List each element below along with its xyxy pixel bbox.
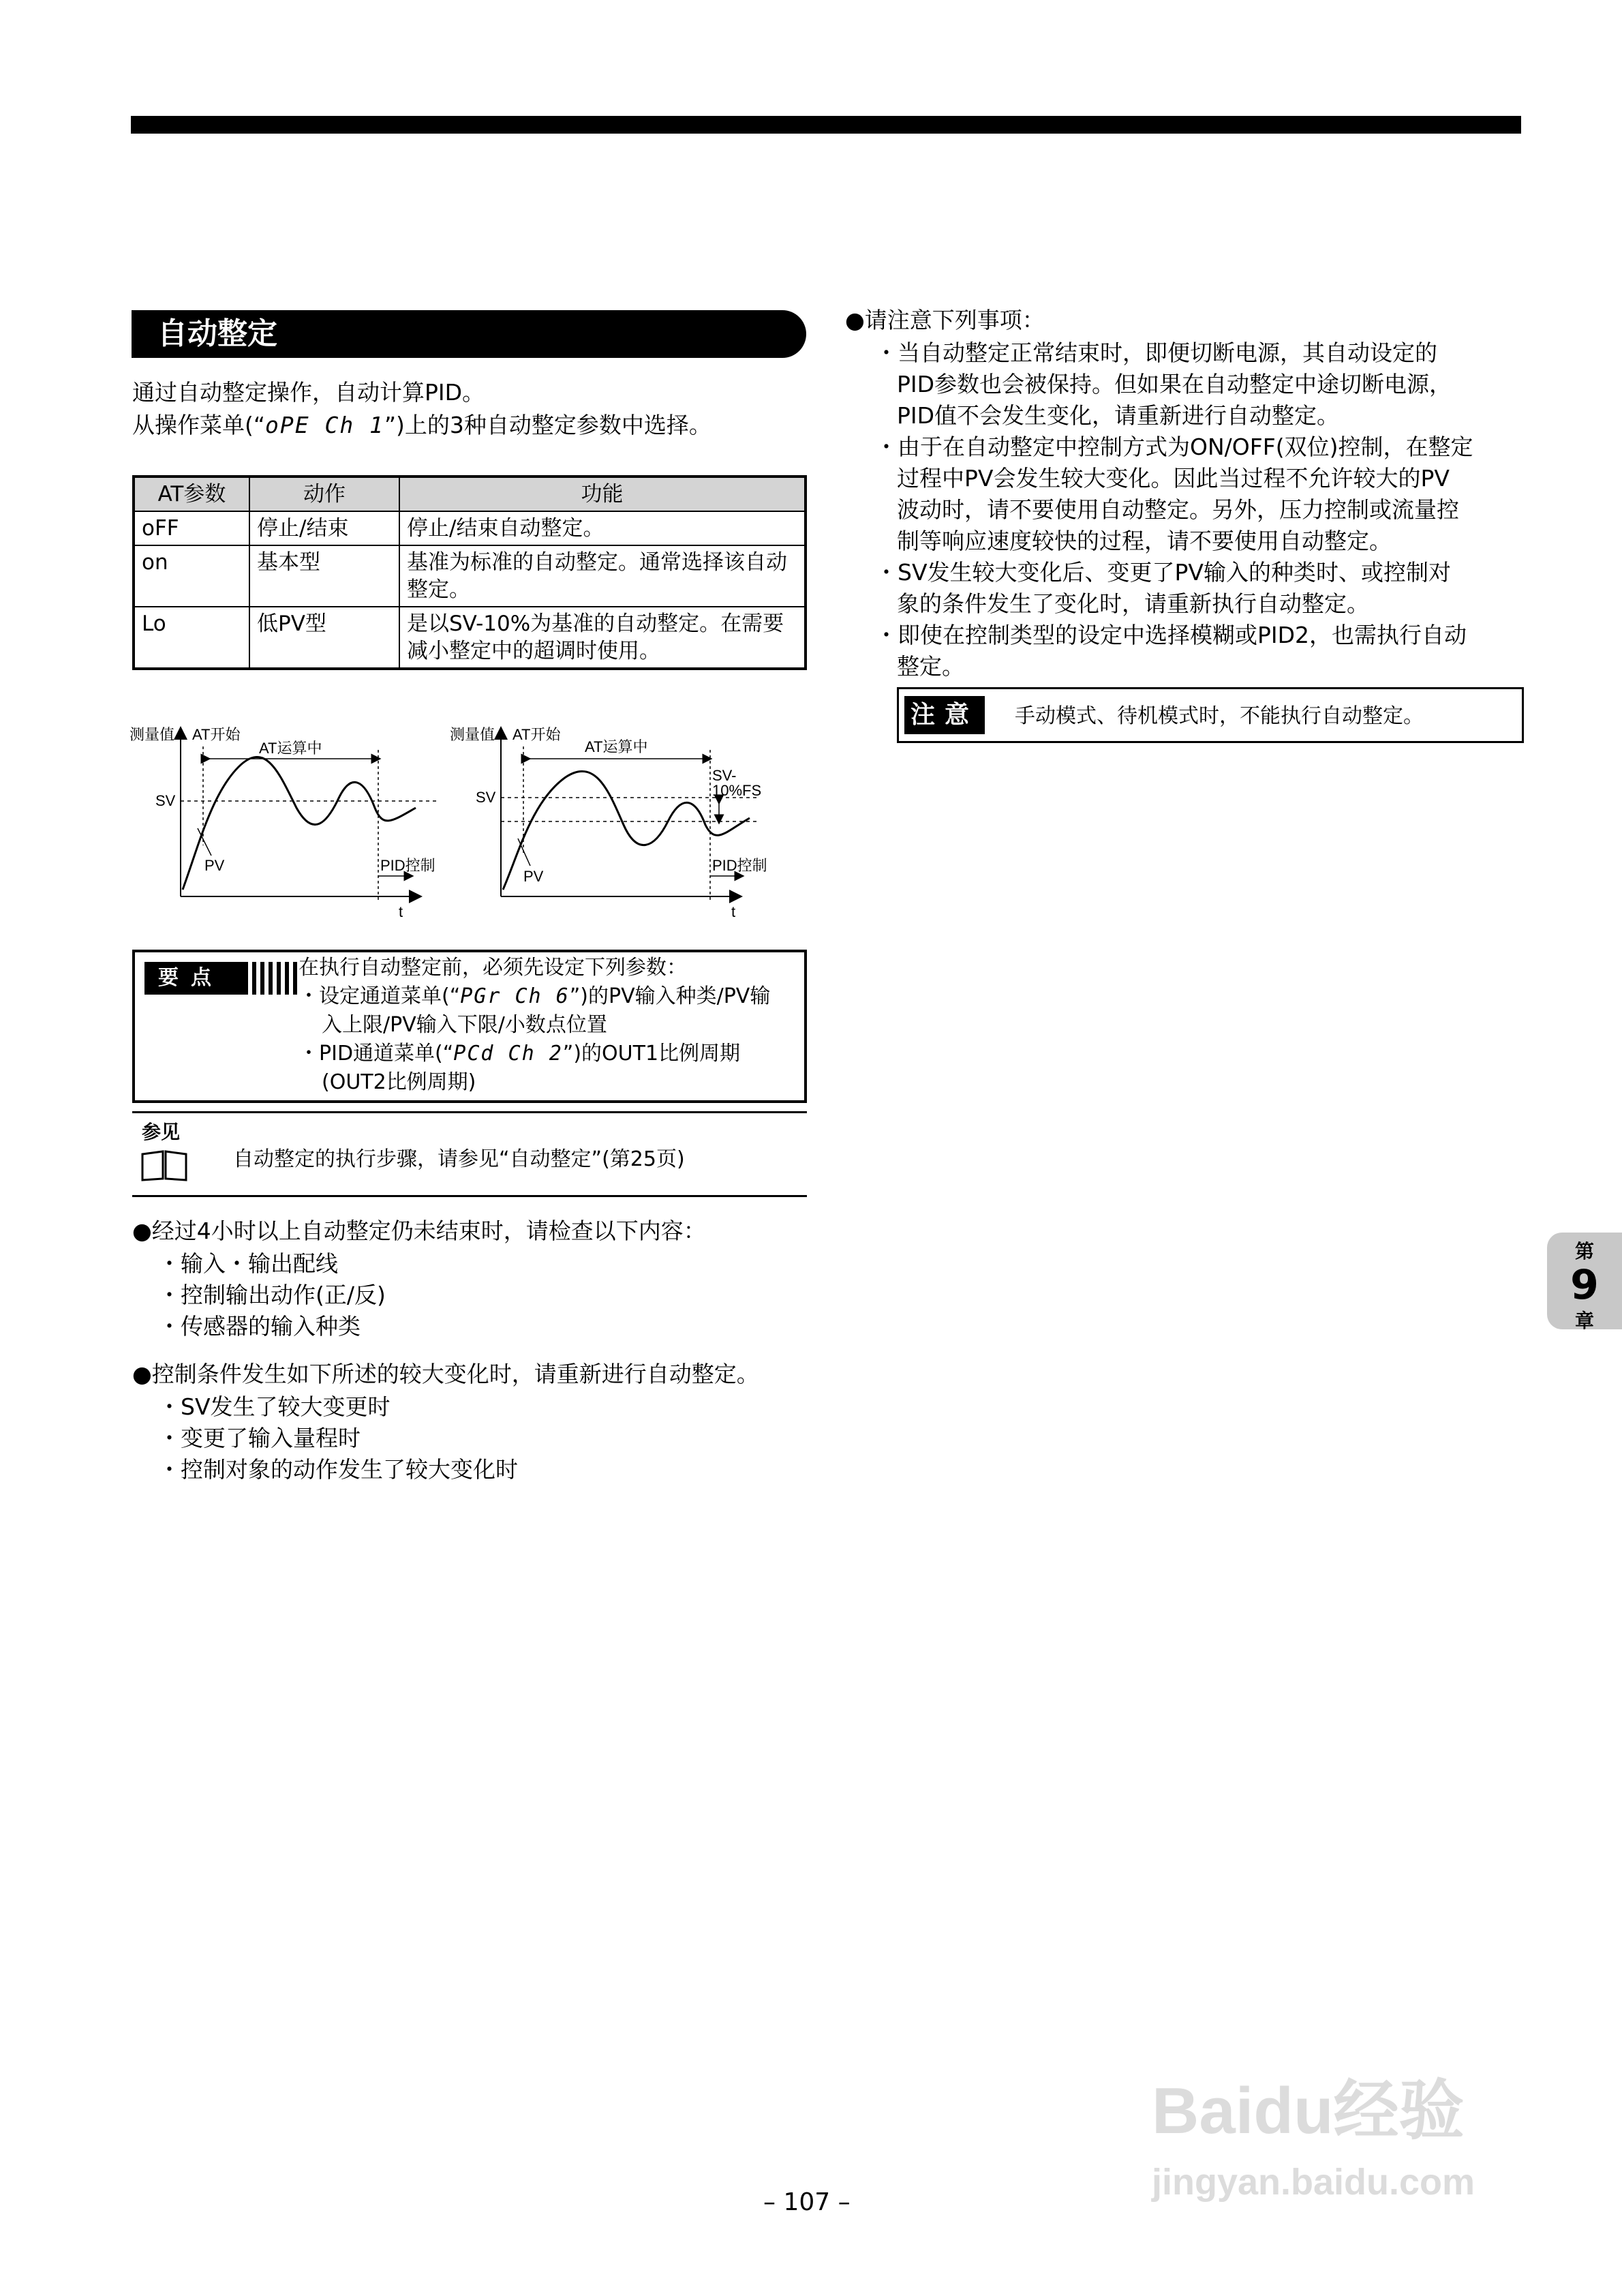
- caution-text: 手动模式、待机模式时，不能执行自动整定。: [1015, 704, 1424, 728]
- cell-function: 基准为标准的自动整定。通常选择该自动整定。: [399, 545, 806, 607]
- key-points-intro: 在执行自动整定前，必须先设定下列参数：: [299, 956, 687, 980]
- header-action: 动作: [249, 477, 399, 511]
- check-item-1: ・输入・输出配线: [158, 1250, 338, 1277]
- redo-item-2: ・变更了输入量程时: [158, 1425, 361, 1451]
- notes-line-4: ・由于在自动整定中控制方式为ON/OFF(双位)控制，在整定: [875, 434, 1473, 460]
- cell-function: 是以SV-10%为基准的自动整定。在需要减小整定中的超调时使用。: [399, 607, 806, 669]
- reference-text: 自动整定的执行步骤，请参见“自动整定”(第25页): [233, 1147, 685, 1171]
- pid-label: PID控制: [380, 857, 435, 874]
- autotune-diagram-basic: [129, 719, 450, 924]
- notes-line-9: 象的条件发生了变化时，请重新执行自动整定。: [897, 590, 1369, 617]
- key-points-item-1-cont: 入上限/PV输入下限/小数点位置: [322, 1013, 607, 1037]
- key-points-box: [132, 950, 807, 1103]
- sv-label: SV: [476, 789, 496, 806]
- chapter-tab: [1547, 1233, 1622, 1332]
- cell-action: 基本型: [249, 545, 399, 607]
- chapter-number: 9: [1570, 1261, 1599, 1309]
- notes-line-10: ・即使在控制类型的设定中选择模糊或PID2，也需执行自动: [875, 622, 1467, 648]
- check-title: ●经过4小时以上自动整定仍未结束时，请检查以下内容：: [132, 1218, 706, 1244]
- table-row: [134, 511, 806, 545]
- check-item-3: ・传感器的输入种类: [158, 1313, 361, 1340]
- at-start-label: AT开始: [192, 726, 241, 743]
- reference-box: [132, 1111, 807, 1197]
- notes-line-2: PID参数也会被保持。但如果在自动整定中途切断电源，: [897, 371, 1452, 397]
- menu-code-pgr: PGr Ch 6: [460, 984, 570, 1008]
- cell-param: oFF: [134, 511, 249, 545]
- page-number: – 107 –: [763, 2188, 851, 2216]
- key-points-text: [299, 954, 770, 1097]
- cell-function: 停止/结束自动整定。: [399, 511, 806, 545]
- pv-label: PV: [523, 868, 544, 885]
- y-axis-label: 测量值: [450, 726, 495, 743]
- notes-line-3: PID值不会发生变化，请重新进行自动整定。: [897, 402, 1340, 429]
- pv-label: PV: [204, 857, 225, 874]
- item-1-post: ”)的PV输入种类/PV输: [569, 984, 771, 1008]
- y-axis-label: 测量值: [129, 726, 175, 743]
- top-rule: [131, 116, 1521, 134]
- menu-code-ope: oPE Ch 1: [264, 412, 384, 438]
- t-label: t: [731, 903, 736, 920]
- at-start-label: AT开始: [512, 726, 561, 743]
- header-at-param: AT参数: [134, 477, 249, 511]
- cell-action: 停止/结束: [249, 511, 399, 545]
- reference-label: 参见: [142, 1121, 181, 1143]
- section-title: 自动整定: [132, 310, 806, 358]
- offset-label-line2: 10%FS: [712, 782, 762, 799]
- intro-line-1: 通过自动整定操作，自动计算PID。: [132, 379, 485, 406]
- pv-pointer: [518, 839, 530, 866]
- item-2-post: ”)的OUT1比例周期: [562, 1042, 741, 1066]
- check-item-2: ・控制输出动作(正/反): [158, 1282, 386, 1308]
- item-2-pre: ・PID通道菜单(“: [299, 1042, 454, 1066]
- notes-line-11: 整定。: [897, 653, 964, 680]
- table-header-row: [134, 477, 806, 511]
- key-points-label: 要点: [144, 962, 266, 995]
- sv-label: SV: [155, 792, 176, 809]
- notes-line-7: 制等响应速度较快的过程，请不要使用自动整定。: [897, 528, 1392, 554]
- key-points-item-1: [299, 982, 770, 1011]
- redo-item-1: ・SV发生了较大变更时: [158, 1393, 391, 1420]
- notes-line-6: 波动时，请不要使用自动整定。另外，压力控制或流量控: [897, 496, 1459, 523]
- cell-action: 低PV型: [249, 607, 399, 669]
- cell-param: on: [134, 545, 249, 607]
- caution-label: 注意: [904, 696, 985, 734]
- menu-code-pcd: PCd Ch 2: [453, 1042, 563, 1066]
- at-running-label: AT运算中: [585, 738, 648, 755]
- item-1-pre: ・设定通道菜单(“: [299, 984, 461, 1008]
- redo-item-3: ・控制对象的动作发生了较大变化时: [158, 1456, 518, 1483]
- notes-title: ●请注意下列事项：: [845, 307, 1045, 333]
- chapter-top: 第: [1574, 1240, 1594, 1263]
- autotune-diagram-low-pv: [450, 719, 791, 924]
- intro-line-2: [132, 409, 711, 442]
- notes-line-5: 过程中PV会发生较大变化。因此当过程不允许较大的PV: [897, 465, 1450, 492]
- notes-line-1: ・当自动整定正常结束时，即便切断电源，其自动设定的: [875, 339, 1437, 366]
- intro-line-2-post: ”)上的3种自动整定参数中选择。: [384, 412, 711, 438]
- key-points-item-2: [299, 1040, 770, 1068]
- table-row: [134, 607, 806, 669]
- at-parameter-table: [132, 475, 807, 670]
- book-icon: [140, 1149, 188, 1181]
- cell-param: Lo: [134, 607, 249, 669]
- table-row: [134, 545, 806, 607]
- watermark-logo: Baidu经验: [1152, 2074, 1465, 2147]
- key-points-item-2-cont: (OUT2比例周期): [322, 1070, 476, 1094]
- key-points-bars: [244, 962, 300, 995]
- offset-label-line1: SV-: [712, 767, 737, 784]
- pid-label: PID控制: [712, 857, 767, 874]
- caution-box: [897, 687, 1524, 743]
- at-running-label: AT运算中: [259, 740, 322, 757]
- watermark-url: jingyan.baidu.com: [1152, 2162, 1475, 2203]
- redo-title: ●控制条件发生如下所述的较大变化时，请重新进行自动整定。: [132, 1361, 759, 1387]
- header-function: 功能: [399, 477, 806, 511]
- t-label: t: [399, 903, 403, 920]
- chapter-bottom: 章: [1574, 1310, 1594, 1332]
- notes-line-8: ・SV发生较大变化后、变更了PV输入的种类时、或控制对: [875, 559, 1451, 586]
- intro-line-2-pre: 从操作菜单(“: [132, 412, 265, 438]
